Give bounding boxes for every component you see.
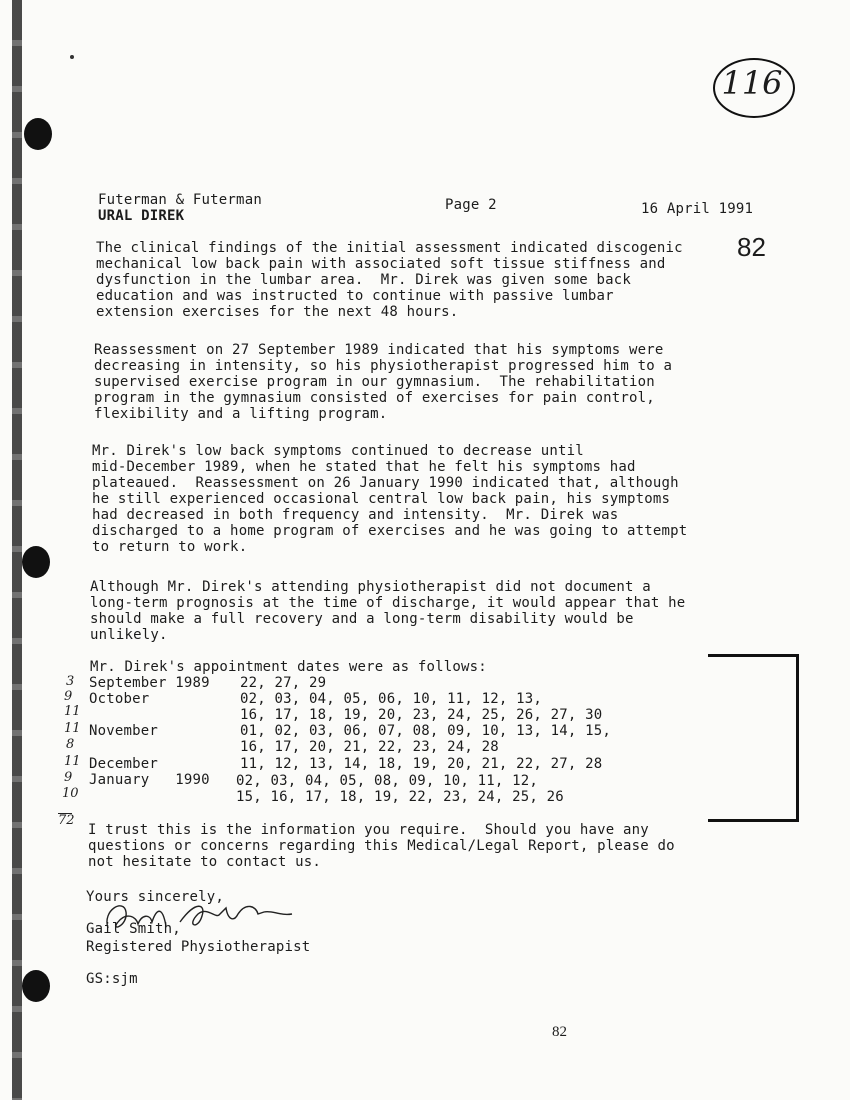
appointment-month: October (89, 691, 150, 707)
paragraph-line: mid-December 1989, when he stated that he felt his symptoms had (92, 459, 636, 475)
punch-hole (22, 970, 50, 1002)
signatory-title: Registered Physiotherapist (86, 939, 311, 955)
paragraph-line: Reassessment on 27 September 1989 indicated that his symptoms were (94, 342, 664, 358)
paragraph-line: Although Mr. Direk's attending physiotherapist did not document a (90, 579, 651, 595)
firm-name: Futerman & Futerman (98, 192, 262, 208)
tally-mark: 9 (64, 689, 73, 704)
tally-mark: 11 (64, 754, 81, 769)
appointment-dates: 22, 27, 29 (240, 675, 327, 691)
paragraph-line: had decreased in both frequency and intensity. Mr. Direk was (92, 507, 619, 523)
tally-mark: 11 (64, 721, 81, 736)
tally-mark: 10 (62, 786, 79, 801)
page-label: Page 2 (445, 197, 497, 213)
paragraph-line: should make a full recovery and a long-term disability would be (90, 611, 634, 627)
appointment-dates: 02, 03, 04, 05, 06, 10, 11, 12, 13, (240, 691, 543, 707)
tally-mark: 3 (66, 674, 75, 689)
closing-line: questions or concerns regarding this Medical/Legal Report, please do (88, 838, 675, 854)
tally-mark: 8 (66, 737, 75, 752)
paragraph-line: Mr. Direk's low back symptoms continued to decrease until (92, 443, 584, 459)
paragraph-line: dysfunction in the lumbar area. Mr. Direk was given some back (96, 272, 631, 288)
punch-hole (22, 546, 50, 578)
typist-initials: GS:sjm (86, 971, 138, 987)
appointment-dates: 16, 17, 18, 19, 20, 23, 24, 25, 26, 27, 30 (240, 707, 603, 723)
closing-line: I trust this is the information you require. Should you have any (88, 822, 649, 838)
punch-hole (24, 118, 52, 150)
signatory-name: Gail Smith, (86, 921, 181, 937)
scan-speck (70, 55, 74, 59)
paragraph-line: flexibility and a lifting program. (94, 406, 388, 422)
appointment-month: November (89, 723, 159, 739)
paragraph-line: he still experienced occasional central low back pain, his symptoms (92, 491, 671, 507)
tally-mark: 11 (64, 704, 81, 719)
paragraph-line: The clinical findings of the initial assessment indicated discogenic (96, 240, 683, 256)
tally-total: 72 (58, 813, 75, 828)
closing-line: not hesitate to contact us. (88, 854, 321, 870)
paragraph-line: long-term prognosis at the time of discharge, it would appear that he (90, 595, 686, 611)
tally-mark: 9 (64, 770, 73, 785)
paragraph-line: extension exercises for the next 48 hours. (96, 304, 459, 320)
appointment-dates: 02, 03, 04, 05, 08, 09, 10, 11, 12, (236, 773, 539, 789)
page-number: 82 (552, 1024, 567, 1040)
appointment-dates: 16, 17, 20, 21, 22, 23, 24, 28 (240, 739, 499, 755)
appointment-month: January 1990 (89, 772, 210, 788)
appointment-dates: 15, 16, 17, 18, 19, 22, 23, 24, 25, 26 (236, 789, 564, 805)
appointment-dates: 01, 02, 03, 06, 07, 08, 09, 10, 13, 14, 15, (240, 723, 612, 739)
stamp-number: 82 (737, 232, 766, 262)
appointment-dates: 11, 12, 13, 14, 18, 19, 20, 21, 22, 27, 28 (240, 756, 603, 772)
paragraph-line: mechanical low back pain with associated soft tissue stiffness and (96, 256, 666, 272)
paragraph-line: education and was instructed to continue with passive lumbar (96, 288, 614, 304)
handwritten-bracket (708, 654, 799, 822)
appointments-intro: Mr. Direk's appointment dates were as follows: (90, 659, 487, 675)
paragraph-line: plateaued. Reassessment on 26 January 1990 indicated that, although (92, 475, 679, 491)
salutation: Yours sincerely, (86, 889, 225, 905)
client-name: URAL DIREK (98, 208, 185, 224)
letter-date: 16 April 1991 (641, 201, 754, 217)
appointment-month: September 1989 (89, 675, 210, 691)
paragraph-line: decreasing in intensity, so his physiotherapist progressed him to a (94, 358, 673, 374)
paragraph-line: program in the gymnasium consisted of exercises for pain control, (94, 390, 655, 406)
circled-number: 116 (721, 64, 783, 102)
paragraph-line: supervised exercise program in our gymnasium. The rehabilitation (94, 374, 655, 390)
paragraph-line: discharged to a home program of exercises and he was going to attempt (92, 523, 688, 539)
paragraph-line: unlikely. (90, 627, 168, 643)
appointment-month: December (89, 756, 159, 772)
binder-strip (12, 0, 22, 1100)
paragraph-line: to return to work. (92, 539, 248, 555)
